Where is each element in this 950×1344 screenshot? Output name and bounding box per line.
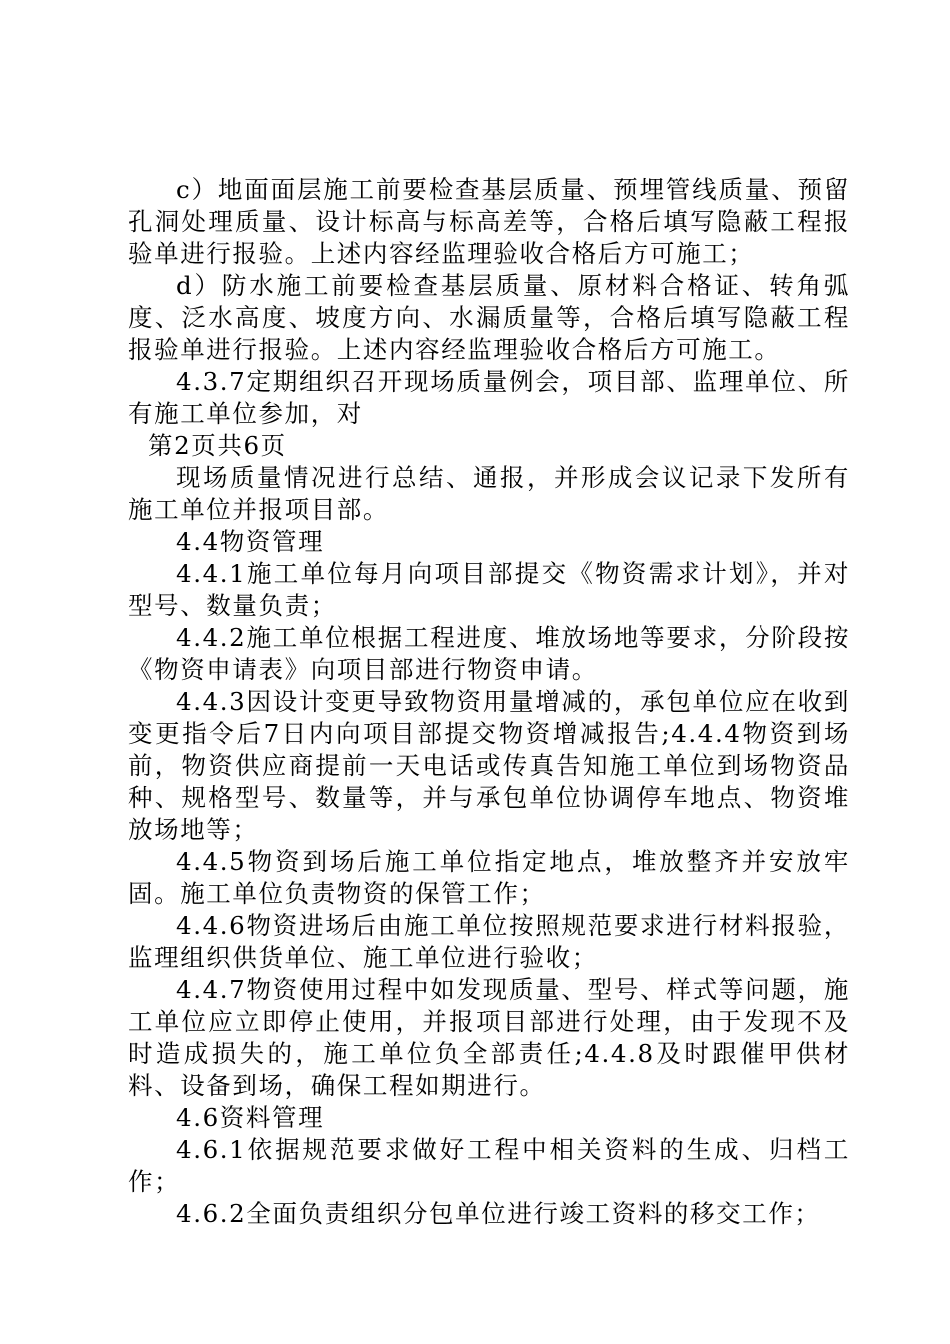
paragraph-4-3-7-quality-meeting: 4.3.7定期组织召开现场质量例会，项目部、监理单位、所有施工单位参加，对 — [128, 367, 850, 428]
paragraph-4-4-6: 4.4.6物资进场后由施工单位按照规范要求进行材料报验，监理组织供货单位、施工单位进行验收； — [128, 911, 850, 972]
paragraph-4-4-5: 4.4.5物资到场后施工单位指定地点，堆放整齐并安放牢固。施工单位负责物资的保管工作； — [128, 847, 850, 908]
page-number-line: 第2页共6页 — [148, 431, 287, 460]
paragraph-d-waterproof-inspection: d）防水施工前要检查基层质量、原材料合格证、转角弧度、泛水高度、坡度方向、水漏质量等，合格后填写隐蔽工程报验单进行报验。上述内容经监理验收合格后方可施工。 — [128, 271, 850, 364]
paragraph-meeting-summary: 现场质量情况进行总结、通报，并形成会议记录下发所有施工单位并报项目部。 — [128, 463, 850, 524]
document-body — [128, 174, 850, 1230]
section-heading-4-6: 4.6资料管理 — [176, 1103, 325, 1132]
paragraph-4-6-2: 4.6.2全面负责组织分包单位进行竣工资料的移交工作； — [176, 1199, 821, 1228]
paragraph-c-floor-inspection: c）地面面层施工前要检查基层质量、预埋管线质量、预留孔洞处理质量、设计标高与标高差等，合格后填写隐蔽工程报验单进行报验。上述内容经监理验收合格后方可施工； — [128, 175, 850, 268]
paragraph-4-4-2: 4.4.2施工单位根据工程进度、堆放场地等要求，分阶段按《物资申请表》向项目部进行物资申请。 — [128, 623, 850, 684]
paragraph-4-4-7: 4.4.7物资使用过程中如发现质量、型号、样式等问题，施工单位应立即停止使用，并报项目部进行处理，由于发现不及时造成损失的，施工单位负全部责任;4.4.8及时跟催甲供材料、设备到场，确保工程如期进行。 — [128, 975, 850, 1100]
section-heading-4-4: 4.4物资管理 — [176, 527, 325, 556]
paragraph-4-6-1: 4.6.1依据规范要求做好工程中相关资料的生成、归档工作； — [128, 1135, 850, 1196]
paragraph-4-4-3: 4.4.3因设计变更导致物资用量增减的，承包单位应在收到变更指令后7日内向项目部提交物资增减报告;4.4.4物资到场前，物资供应商提前一天电话或传真告知施工单位到场物资品种、规格型号、数量等，并与承包单位协调停车地点、物资堆放场地等； — [128, 687, 850, 844]
paragraph-4-4-1: 4.4.1施工单位每月向项目部提交《物资需求计划》，并对型号、数量负责； — [128, 559, 850, 620]
